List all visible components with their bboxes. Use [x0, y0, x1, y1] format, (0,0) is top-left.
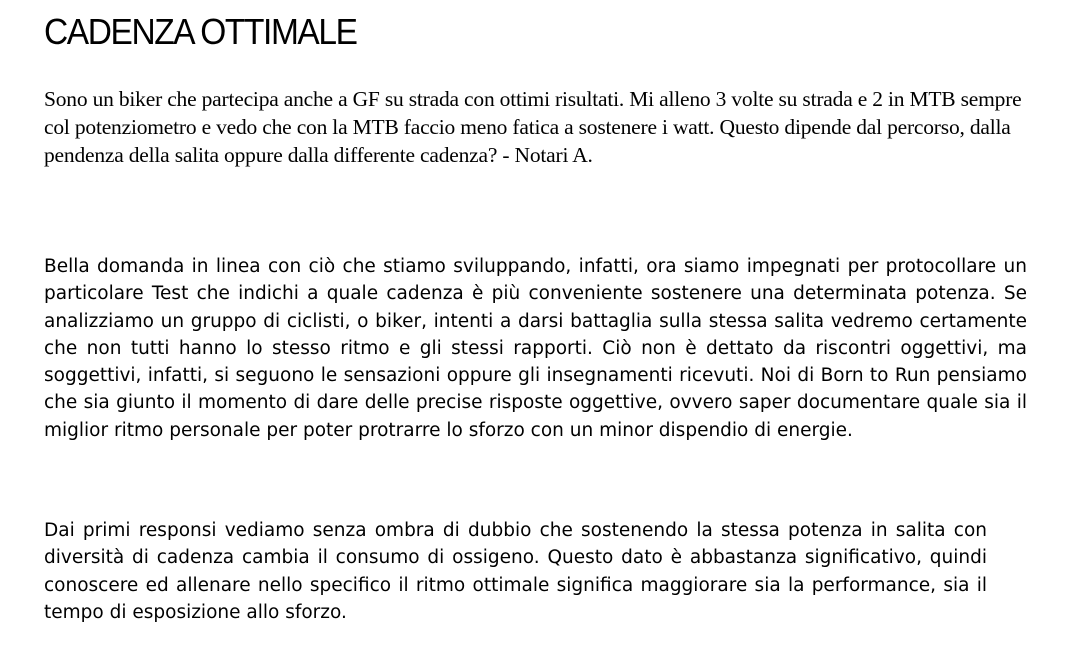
answer-paragraph-1: Bella domanda in linea con ciò che stiamo sviluppando, infatti, ora siamo impegnati per protocollare un particolare Test che indichi a quale cadenza è più conveniente sostenere una determinata potenza. Se analizziamo un gruppo di ciclisti, o biker, intenti a darsi battaglia sulla stessa salita vedremo certamente che non tutti hanno lo stesso ritmo e gli stessi rapporti. Ciò non è dettato da riscontri oggettivi, ma soggettivi, infatti, si seguono le sensazioni oppure gli insegnamenti ricevuti. Noi di Born to Run pensiamo che sia giunto il momento di dare delle precise risposte oggettive, ovvero saper documentare quale sia il miglior ritmo personale per poter protrarre lo sforzo con un minor dispendio di energie. — [44, 256, 1027, 441]
article-title: CADENZA OTTIMALE — [44, 11, 357, 52]
reader-question: Sono un biker che partecipa anche a GF su strada con ottimi risultati. Mi alleno 3 volte su strada e 2 in MTB sempre col potenziometro e vedo che con la MTB faccio meno fatica a sostenere i watt. Questo dipende dal percorso, dalla pendenza della salita oppure dalla differente cadenza? - Notari A. — [44, 87, 1022, 167]
answer-paragraph-2: Dai primi responsi vediamo senza ombra di dubbio che sostenendo la stessa potenza in salita con diversità di cadenza cambia il consumo di ossigeno. Questo dato è abbastanza significativo, quindi conoscere ed allenare nello specifico il ritmo ottimale significa maggiorare sia la performance, sia il tempo di esposizione allo sforzo. — [44, 520, 987, 623]
